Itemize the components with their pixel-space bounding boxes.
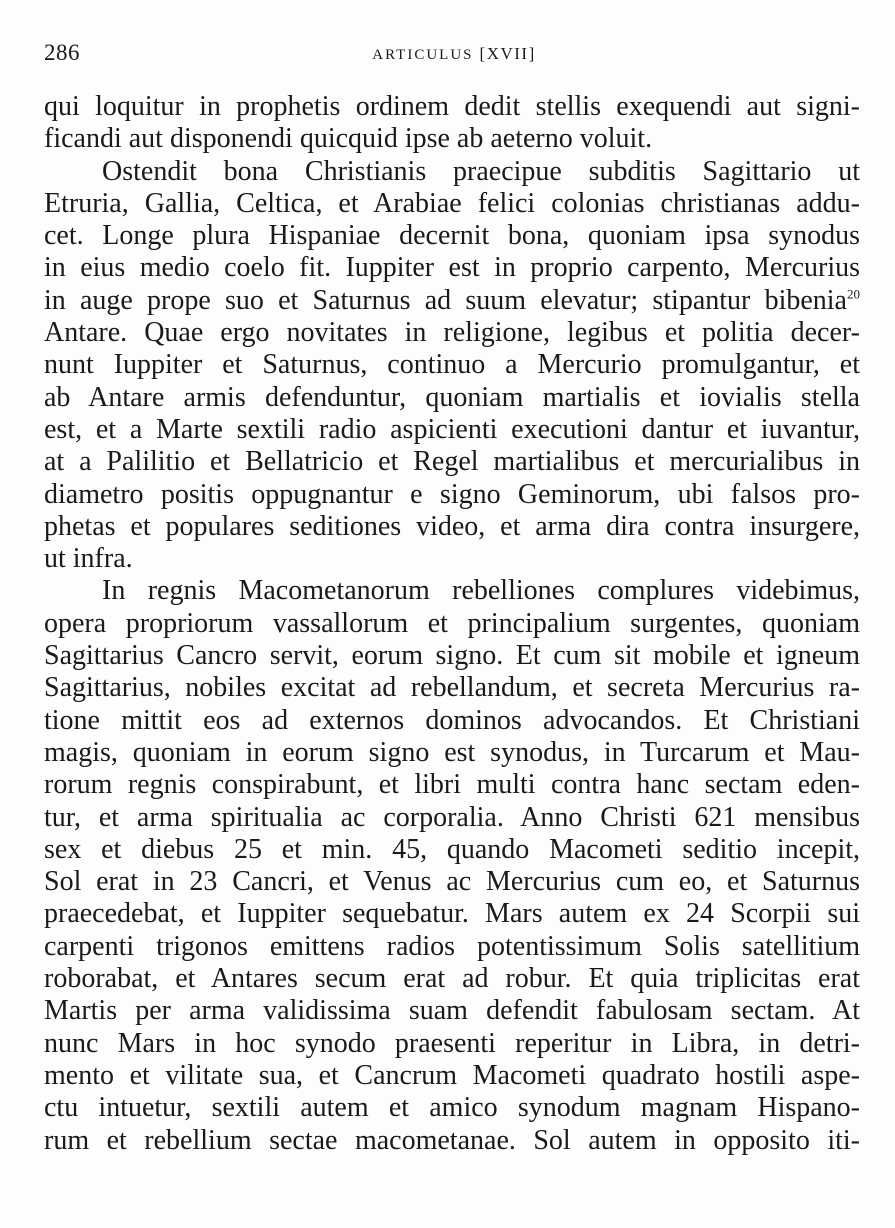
text-line: roborabat, et Antares secum erat ad robur. Et quia triplicitas erat — [44, 963, 860, 995]
text-line: in eius medio coelo fit. Iuppiter est in proprio carpento, Mercurius — [44, 252, 860, 284]
text-line: at a Palilitio et Bellatricio et Regel martialibus et mercurialibus in — [44, 446, 860, 478]
text-line: nunt Iuppiter et Saturnus, continuo a Mercurio promulgantur, et — [44, 349, 860, 381]
text-line: sex et diebus 25 et min. 45, quando Macometi seditio incepit, — [44, 833, 860, 865]
text-line: mento et vilitate sua, et Cancrum Macometi quadrato hostili aspe- — [44, 1059, 860, 1091]
paragraph-3 — [44, 575, 860, 1156]
running-head — [44, 44, 864, 64]
text-line: tur, et arma spiritualia ac corporalia. Anno Christi 621 mensibus — [44, 801, 860, 833]
page-number: 286 — [44, 40, 80, 65]
text-line: qui loquitur in prophetis ordinem dedit stellis exequendi aut signi- — [44, 91, 860, 122]
text-line: In regnis Macometanorum rebelliones complures videbimus, — [102, 575, 860, 607]
text-line: cet. Longe plura Hispaniae decernit bona, quoniam ipsa synodus — [44, 220, 860, 252]
text-line: Etruria, Gallia, Celtica, et Arabiae felici colonias christianas addu- — [44, 187, 860, 219]
text-line: ctu intuetur, sextili autem et amico synodum magnam Hispano- — [44, 1092, 860, 1124]
text-line: ut infra. — [44, 543, 133, 575]
text-line: Antare. Quae ergo novitates in religione, legibus et politia decer- — [44, 317, 860, 349]
text-line: Ostendit bona Christianis praecipue subditis Sagittario ut — [102, 155, 860, 187]
running-head-article-number: [XVII] — [479, 44, 536, 63]
page-header — [44, 40, 864, 70]
text-line: Martis per arma validissima suam defendit fabulosam sectam. At — [44, 995, 860, 1027]
paragraph-1 — [44, 91, 860, 156]
text-line: praecedebat, et Iuppiter sequebatur. Mars autem ex 24 Scorpii sui — [44, 898, 860, 930]
text-line: nunc Mars in hoc synodo praesenti reperitur in Libra, in detri- — [44, 1027, 860, 1059]
body-text — [44, 91, 860, 1157]
text-line: Sagittarius Cancro servit, eorum signo. Et cum sit mobile et igneum — [44, 640, 860, 672]
text-line: rum et rebellium sectae macometanae. Sol autem in opposito iti- — [44, 1124, 860, 1156]
text-line: opera propriorum vassallorum et principalium surgentes, quoniam — [44, 607, 860, 639]
text-line: tione mittit eos ad externos dominos advocandos. Et Christiani — [44, 704, 860, 736]
running-head-title: ARTICULUS — [372, 47, 474, 63]
text-line: Sol erat in 23 Cancri, et Venus ac Mercurius cum eo, et Saturnus — [44, 866, 860, 898]
text-line: rorum regnis conspirabunt, et libri multi contra hanc sectam eden- — [44, 769, 860, 801]
text-line: Sagittarius, nobiles excitat ad rebellandum, et secreta Mercurius ra- — [44, 672, 860, 704]
text-line: est, et a Marte sextili radio aspicienti executioni dantur et iuvantur, — [44, 413, 860, 445]
text-line: carpenti trigonos emittens radios potentissimum Solis satellitium — [44, 930, 860, 962]
paragraph-2 — [44, 156, 860, 576]
text-line-content: in auge prope suo et Saturnus ad suum elevatur; stipantur bibenia — [44, 284, 847, 316]
text-line: phetas et populares seditiones video, et arma dira contra insurgere, — [44, 510, 860, 542]
footnote-reference: 20 — [847, 286, 860, 302]
text-line: magis, quoniam in eorum signo est synodus, in Turcarum et Mau- — [44, 736, 860, 768]
text-line: ab Antare armis defenduntur, quoniam martialis et iovialis stella — [44, 381, 860, 413]
text-line: diametro positis oppugnantur e signo Geminorum, ubi falsos pro- — [44, 478, 860, 510]
text-line: ficandi aut disponendi quicquid ipse ab aeterno voluit. — [44, 123, 653, 155]
text-line-with-footnote — [44, 285, 860, 317]
